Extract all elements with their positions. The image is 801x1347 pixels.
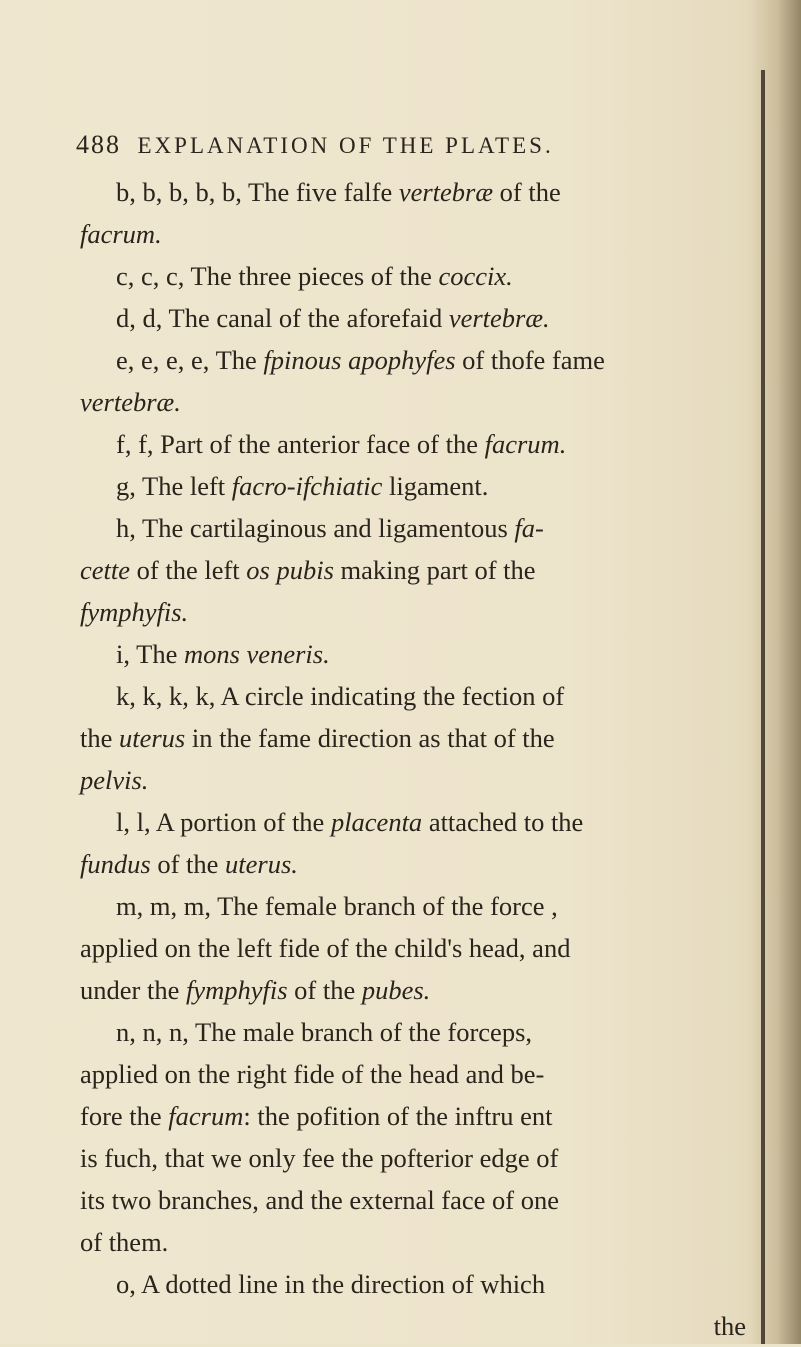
text-run: of them. xyxy=(80,1227,169,1257)
italic-term: fpinous apophyfes xyxy=(263,345,456,375)
text-line xyxy=(80,675,750,717)
italic-term: pelvis. xyxy=(80,765,149,795)
text-run: l, l, A portion of the xyxy=(116,807,331,837)
text-run: under the xyxy=(80,975,186,1005)
italic-term: facrum xyxy=(168,1101,244,1131)
italic-term: vertebræ xyxy=(398,177,494,207)
italic-term: vertebræ. xyxy=(80,387,181,417)
text-run: d, d, The canal of the aforefaid xyxy=(116,303,449,333)
italic-term: facrum. xyxy=(80,219,162,249)
text-run: of thofe fame xyxy=(455,345,605,375)
italic-term: fundus xyxy=(80,849,151,879)
page-text xyxy=(76,125,750,1347)
italic-term: fymphyfis. xyxy=(80,597,189,627)
text-run: applied on the left fide of the child's head, and xyxy=(80,933,571,963)
text-line xyxy=(80,213,750,255)
text-line xyxy=(80,801,750,843)
italic-term: os pubis xyxy=(246,555,334,585)
text-line xyxy=(80,255,750,297)
text-run: o, A dotted line in the direction of which xyxy=(116,1269,546,1299)
text-line xyxy=(80,381,750,423)
text-line xyxy=(80,507,750,549)
text-run: of the xyxy=(493,177,561,207)
text-line xyxy=(80,1095,750,1137)
text-run: g, The left xyxy=(116,471,232,501)
page-binding-edge xyxy=(761,70,765,1344)
text-run: fore the xyxy=(80,1101,169,1131)
text-line xyxy=(80,423,750,465)
text-line xyxy=(80,465,750,507)
text-run: of the xyxy=(150,849,226,879)
text-run: making part of the xyxy=(333,555,536,585)
text-run: f, f, Part of the anterior face of the xyxy=(116,429,485,459)
text-run: i, The xyxy=(116,639,184,669)
italic-term: mons veneris. xyxy=(183,639,330,669)
text-line xyxy=(80,1137,750,1179)
text-line xyxy=(80,885,750,927)
text-run: b, b, b, b, b, The five falfe xyxy=(116,177,399,207)
page-edge-shadow xyxy=(749,0,801,1344)
text-run: its two branches, and the external face of one xyxy=(80,1185,560,1215)
text-run: ligament. xyxy=(382,471,489,501)
text-run: of the xyxy=(287,975,362,1005)
text-run: applied on the right fide of the head and be- xyxy=(80,1059,545,1089)
text-line xyxy=(80,171,750,213)
catchword: the xyxy=(713,1311,746,1341)
italic-term: fymphyfis xyxy=(185,975,288,1005)
italic-term: vertebræ. xyxy=(448,303,550,333)
text-run: e, e, e, e, The xyxy=(116,345,264,375)
italic-term: uterus. xyxy=(225,849,298,879)
text-run: h, The cartilaginous and ligamentous xyxy=(116,513,515,543)
italic-term: placenta xyxy=(330,807,423,837)
text-run: the xyxy=(80,723,119,753)
text-line xyxy=(80,1011,750,1053)
text-run: is fuch, that we only fee the pofterior edge of xyxy=(80,1143,559,1173)
italic-term: facro-ifchiatic xyxy=(231,471,383,501)
text-line xyxy=(80,1221,750,1263)
italic-term: uterus xyxy=(119,723,186,753)
text-run: c, c, c, The three pieces of the xyxy=(116,261,439,291)
text-run: of the left xyxy=(130,555,247,585)
text-run: in the fame direction as that of the xyxy=(185,723,555,753)
text-line xyxy=(80,1053,750,1095)
text-line xyxy=(80,759,750,801)
text-line xyxy=(80,927,750,969)
body-text xyxy=(80,171,750,1305)
text-run: attached to the xyxy=(422,807,584,837)
text-run: k, k, k, k, A circle indicating the fection of xyxy=(116,681,565,711)
text-line xyxy=(80,297,750,339)
text-line xyxy=(80,969,750,1011)
text-line xyxy=(80,717,750,759)
page-number: 488 xyxy=(76,130,121,159)
text-line xyxy=(80,591,750,633)
text-line xyxy=(80,549,750,591)
italic-term: pubes. xyxy=(361,975,431,1005)
text-line xyxy=(80,1179,750,1221)
italic-term: fa- xyxy=(514,513,544,543)
text-line xyxy=(80,1263,750,1305)
text-run: m, m, m, The female branch of the force , xyxy=(116,891,558,921)
running-header xyxy=(76,125,750,171)
italic-term: facrum. xyxy=(484,429,567,459)
text-line xyxy=(80,339,750,381)
text-run: : the pofition of the inftru ent xyxy=(243,1101,553,1131)
running-title: EXPLANATION OF THE PLATES. xyxy=(137,133,554,158)
text-line xyxy=(80,633,750,675)
italic-term: coccix. xyxy=(438,261,513,291)
text-run: n, n, n, The male branch of the forceps, xyxy=(116,1017,533,1047)
italic-term: cette xyxy=(80,555,131,585)
text-line xyxy=(80,843,750,885)
